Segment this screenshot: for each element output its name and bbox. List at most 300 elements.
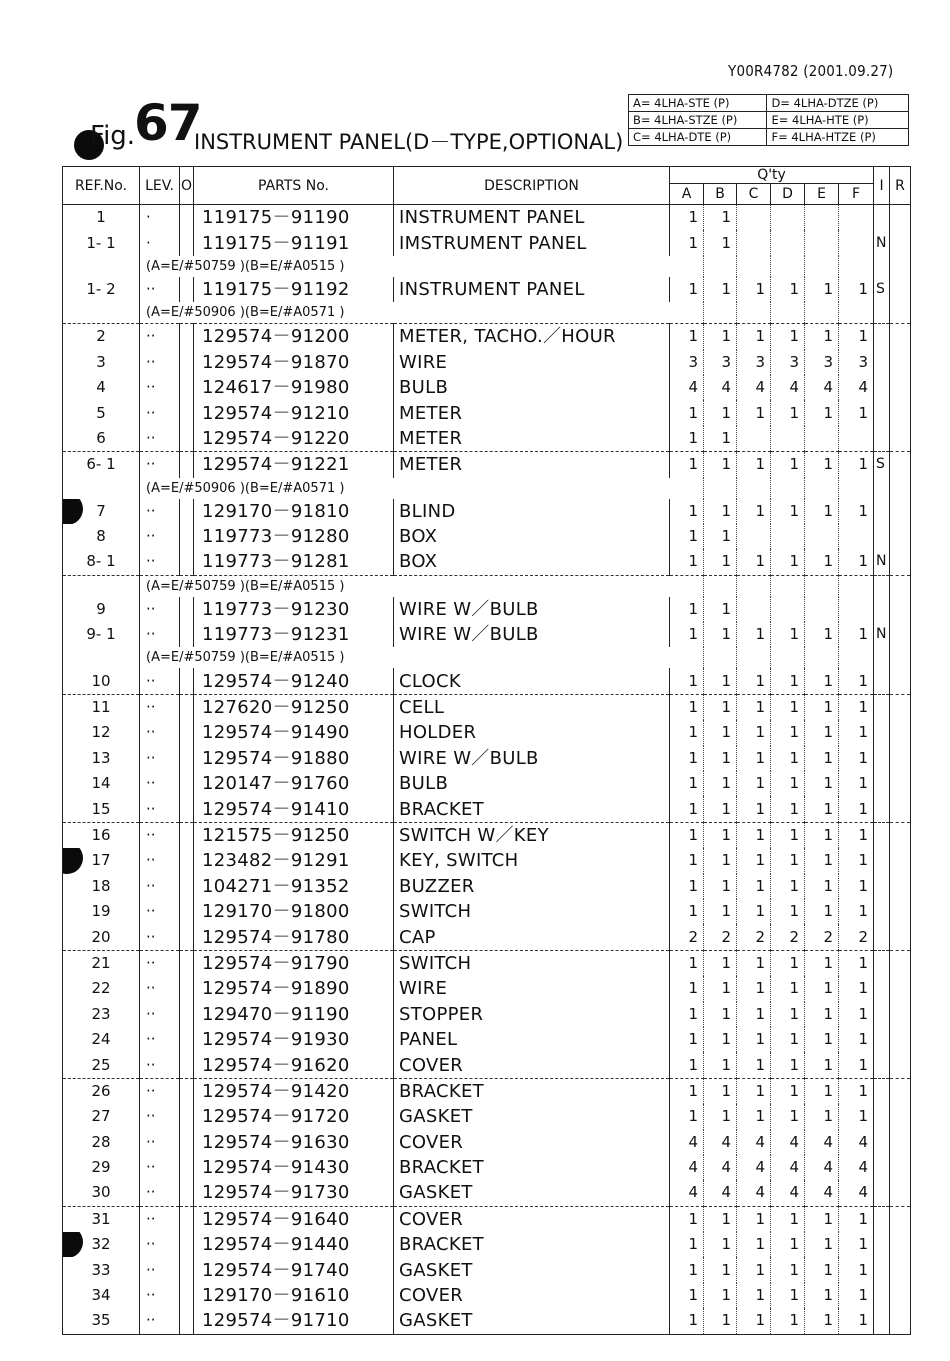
quantity-d: 1 [771, 1206, 805, 1232]
quantity-f: 1 [839, 668, 874, 694]
quantity-c: 1 [737, 694, 771, 720]
level-marker: ·· [140, 1052, 180, 1078]
quantity-e: 1 [805, 746, 839, 771]
r-flag [890, 499, 911, 524]
quantity-f: 1 [839, 1283, 874, 1308]
ref-number: 17 [63, 848, 140, 873]
table-row [63, 1155, 911, 1180]
ref-number: 3 [63, 350, 140, 375]
r-cell [890, 575, 911, 597]
o-cell [180, 822, 194, 848]
o-cell [180, 924, 194, 950]
quantity-b: 1 [704, 324, 737, 350]
quantity-d [771, 524, 805, 549]
table-row [63, 622, 911, 647]
quantity-f: 1 [839, 1206, 874, 1232]
quantity-b: 1 [704, 874, 737, 899]
quantity-b: 1 [704, 746, 737, 771]
part-description: BRACKET [394, 1078, 670, 1104]
quantity-c: 1 [737, 668, 771, 694]
quantity-c: 1 [737, 720, 771, 745]
qty-cell [704, 302, 737, 324]
level-marker: ·· [140, 848, 180, 873]
quantity-e: 1 [805, 1104, 839, 1129]
r-cell [890, 647, 911, 668]
quantity-a: 1 [670, 622, 704, 647]
legend-entry: F= 4LHA-HTZE (P) [767, 129, 909, 146]
header-level: LEV. [140, 167, 180, 205]
quantity-b: 3 [704, 350, 737, 375]
quantity-c: 1 [737, 1002, 771, 1027]
r-flag [890, 1002, 911, 1027]
quantity-b: 1 [704, 1283, 737, 1308]
r-flag [890, 452, 911, 478]
header-qty-b: B [704, 184, 737, 205]
r-flag [890, 426, 911, 452]
quantity-d: 1 [771, 668, 805, 694]
punch-hole-icon [63, 499, 84, 524]
quantity-c: 4 [737, 1130, 771, 1155]
quantity-f: 1 [839, 950, 874, 976]
ref-number: 1- 2 [63, 277, 140, 302]
header-qty-e: E [805, 184, 839, 205]
i-flag [874, 1078, 890, 1104]
quantity-a: 1 [670, 720, 704, 745]
quantity-f [839, 597, 874, 622]
quantity-d: 1 [771, 771, 805, 796]
quantity-d: 1 [771, 848, 805, 873]
quantity-a: 1 [670, 426, 704, 452]
header-parts-no: PARTS No. [194, 167, 394, 205]
qty-cell [670, 302, 704, 324]
qty-cell [737, 647, 771, 668]
quantity-f: 1 [839, 822, 874, 848]
serial-note: (A=E/#50759 )(B=E/#A0515 ) [146, 650, 345, 666]
ref-number: 33 [63, 1257, 140, 1282]
o-cell [180, 976, 194, 1001]
part-description: STOPPER [394, 1002, 670, 1027]
o-cell [180, 1104, 194, 1129]
document-id: Y00R4782 (2001.09.27) [728, 62, 894, 80]
level-marker: ·· [140, 694, 180, 720]
quantity-e: 4 [805, 1155, 839, 1180]
quantity-b: 1 [704, 694, 737, 720]
part-description: GASKET [394, 1257, 670, 1282]
o-cell [180, 1155, 194, 1180]
o-cell [180, 1308, 194, 1334]
part-number: 129574－91720 [194, 1104, 394, 1129]
quantity-e: 1 [805, 324, 839, 350]
quantity-d: 1 [771, 1052, 805, 1078]
r-flag [890, 1155, 911, 1180]
quantity-e: 3 [805, 350, 839, 375]
level-marker: ·· [140, 549, 180, 575]
part-number: 129574－91890 [194, 976, 394, 1001]
ref-cell [63, 302, 140, 324]
table-row [63, 1002, 911, 1027]
i-flag [874, 1283, 890, 1308]
quantity-b: 1 [704, 848, 737, 873]
ref-number: 26 [63, 1078, 140, 1104]
quantity-f: 4 [839, 1180, 874, 1206]
quantity-c: 1 [737, 499, 771, 524]
part-description: BOX [394, 524, 670, 549]
qty-cell [737, 256, 771, 277]
qty-cell [839, 302, 874, 324]
quantity-f: 4 [839, 375, 874, 400]
quantity-c: 1 [737, 1206, 771, 1232]
o-cell [180, 375, 194, 400]
quantity-f: 1 [839, 549, 874, 575]
quantity-e: 1 [805, 899, 839, 924]
o-cell [180, 720, 194, 745]
quantity-e: 1 [805, 976, 839, 1001]
level-marker: ·· [140, 324, 180, 350]
quantity-d: 1 [771, 1027, 805, 1052]
part-number: 129574－91200 [194, 324, 394, 350]
r-flag [890, 1283, 911, 1308]
part-number: 129574－91420 [194, 1078, 394, 1104]
quantity-e: 1 [805, 848, 839, 873]
quantity-d: 4 [771, 1155, 805, 1180]
quantity-b: 1 [704, 1002, 737, 1027]
quantity-a: 4 [670, 375, 704, 400]
quantity-f: 1 [839, 1027, 874, 1052]
quantity-f: 1 [839, 452, 874, 478]
level-marker: ·· [140, 1130, 180, 1155]
quantity-d: 4 [771, 375, 805, 400]
part-description: WIRE [394, 350, 670, 375]
r-flag [890, 694, 911, 720]
o-cell [180, 524, 194, 549]
quantity-e: 1 [805, 1027, 839, 1052]
level-marker: ·· [140, 668, 180, 694]
i-flag [874, 874, 890, 899]
quantity-d: 1 [771, 622, 805, 647]
quantity-e: 1 [805, 549, 839, 575]
level-marker: · [140, 230, 180, 255]
quantity-c: 1 [737, 1104, 771, 1129]
quantity-b: 1 [704, 796, 737, 822]
table-row [63, 1104, 911, 1129]
quantity-c: 1 [737, 950, 771, 976]
quantity-d: 3 [771, 350, 805, 375]
level-marker: ·· [140, 746, 180, 771]
table-row [63, 426, 911, 452]
quantity-a: 1 [670, 277, 704, 302]
quantity-e: 1 [805, 874, 839, 899]
table-row [63, 277, 911, 302]
quantity-f: 4 [839, 1130, 874, 1155]
figure-prefix: Fig. [90, 121, 136, 151]
quantity-e: 2 [805, 924, 839, 950]
level-marker: ·· [140, 822, 180, 848]
quantity-f: 4 [839, 1155, 874, 1180]
quantity-c: 1 [737, 771, 771, 796]
r-flag [890, 1027, 911, 1052]
quantity-c: 1 [737, 400, 771, 425]
figure-heading [74, 94, 634, 160]
serial-note: (A=E/#50759 )(B=E/#A0515 ) [146, 578, 345, 594]
table-row [63, 350, 911, 375]
table-row [63, 1308, 911, 1334]
r-flag [890, 746, 911, 771]
ref-number: 6 [63, 426, 140, 452]
quantity-e: 1 [805, 720, 839, 745]
qty-cell [805, 478, 839, 499]
ref-number: 1- 1 [63, 230, 140, 255]
o-cell [180, 771, 194, 796]
quantity-e: 1 [805, 668, 839, 694]
part-number: 119773－91231 [194, 622, 394, 647]
quantity-f [839, 205, 874, 231]
part-description: GASKET [394, 1308, 670, 1334]
quantity-d: 1 [771, 746, 805, 771]
quantity-e: 1 [805, 622, 839, 647]
qty-cell [839, 575, 874, 597]
part-number: 129574－91220 [194, 426, 394, 452]
quantity-f: 1 [839, 1104, 874, 1129]
quantity-f: 3 [839, 350, 874, 375]
part-number: 129574－91620 [194, 1052, 394, 1078]
header-qty-a: A [670, 184, 704, 205]
part-number: 129574－91221 [194, 452, 394, 478]
ref-number: 23 [63, 1002, 140, 1027]
quantity-d: 1 [771, 400, 805, 425]
quantity-a: 1 [670, 1308, 704, 1334]
level-marker: ·· [140, 277, 180, 302]
quantity-d: 2 [771, 924, 805, 950]
table-row [63, 1130, 911, 1155]
quantity-a: 1 [670, 694, 704, 720]
o-cell [180, 622, 194, 647]
i-flag [874, 1308, 890, 1334]
part-number: 129170－91800 [194, 899, 394, 924]
quantity-e [805, 426, 839, 452]
quantity-d: 4 [771, 1130, 805, 1155]
part-description: WIRE W／BULB [394, 746, 670, 771]
quantity-b: 1 [704, 822, 737, 848]
header-ref-no: REF.No. [63, 167, 140, 205]
i-flag [874, 668, 890, 694]
part-description: BLIND [394, 499, 670, 524]
quantity-d: 1 [771, 1232, 805, 1257]
quantity-c: 1 [737, 874, 771, 899]
part-number: 129170－91610 [194, 1283, 394, 1308]
part-number: 129574－91930 [194, 1027, 394, 1052]
quantity-d [771, 205, 805, 231]
quantity-f [839, 230, 874, 255]
part-description: METER, TACHO.／HOUR [394, 324, 670, 350]
o-cell [180, 350, 194, 375]
header-description: DESCRIPTION [394, 167, 670, 205]
qty-cell [670, 256, 704, 277]
table-row [63, 1206, 911, 1232]
ref-number: 13 [63, 746, 140, 771]
quantity-d: 1 [771, 499, 805, 524]
r-flag [890, 771, 911, 796]
quantity-d: 1 [771, 1257, 805, 1282]
part-description: KEY, SWITCH [394, 848, 670, 873]
serial-note: (A=E/#50906 )(B=E/#A0571 ) [146, 480, 345, 496]
table-row [63, 899, 911, 924]
o-cell [180, 1078, 194, 1104]
ref-number: 29 [63, 1155, 140, 1180]
ref-number: 4 [63, 375, 140, 400]
qty-cell [737, 478, 771, 499]
table-row [63, 1232, 911, 1257]
quantity-c: 1 [737, 1078, 771, 1104]
level-marker: ·· [140, 1232, 180, 1257]
r-flag [890, 400, 911, 425]
quantity-c: 4 [737, 1155, 771, 1180]
quantity-e [805, 597, 839, 622]
quantity-b: 1 [704, 452, 737, 478]
i-flag [874, 597, 890, 622]
quantity-f: 1 [839, 796, 874, 822]
quantity-b: 1 [704, 426, 737, 452]
ref-number: 5 [63, 400, 140, 425]
quantity-a: 4 [670, 1130, 704, 1155]
quantity-f: 1 [839, 622, 874, 647]
table-row [63, 848, 911, 873]
quantity-a: 1 [670, 848, 704, 873]
table-row [63, 924, 911, 950]
quantity-f: 1 [839, 1002, 874, 1027]
qty-cell [670, 478, 704, 499]
ref-number: 19 [63, 899, 140, 924]
quantity-c: 1 [737, 1283, 771, 1308]
header-i: I [874, 167, 890, 205]
quantity-a: 1 [670, 1002, 704, 1027]
part-number: 129574－91730 [194, 1180, 394, 1206]
o-cell [180, 277, 194, 302]
part-number: 129574－91430 [194, 1155, 394, 1180]
quantity-a: 1 [670, 899, 704, 924]
o-cell [180, 1002, 194, 1027]
quantity-a: 1 [670, 205, 704, 231]
legend-entry: C= 4LHA-DTE (P) [629, 129, 767, 146]
o-cell [180, 1180, 194, 1206]
quantity-d: 1 [771, 874, 805, 899]
r-flag [890, 597, 911, 622]
quantity-d: 1 [771, 694, 805, 720]
level-marker: ·· [140, 950, 180, 976]
part-number: 129470－91190 [194, 1002, 394, 1027]
quantity-b: 2 [704, 924, 737, 950]
level-marker: ·· [140, 597, 180, 622]
header-qty-d: D [771, 184, 805, 205]
quantity-a: 1 [670, 499, 704, 524]
r-flag [890, 324, 911, 350]
i-cell [874, 256, 890, 277]
r-flag [890, 350, 911, 375]
table-row [63, 452, 911, 478]
quantity-c: 1 [737, 1052, 771, 1078]
quantity-e [805, 205, 839, 231]
part-number: 129574－91740 [194, 1257, 394, 1282]
quantity-b: 1 [704, 720, 737, 745]
quantity-b: 1 [704, 499, 737, 524]
qty-cell [704, 647, 737, 668]
quantity-c: 1 [737, 452, 771, 478]
quantity-c: 4 [737, 1180, 771, 1206]
r-flag [890, 720, 911, 745]
quantity-f: 1 [839, 1232, 874, 1257]
quantity-a: 1 [670, 524, 704, 549]
ref-number: 1 [63, 205, 140, 231]
i-flag: S [874, 277, 890, 302]
part-description: CAP [394, 924, 670, 950]
table-row [63, 1257, 911, 1282]
i-flag [874, 1232, 890, 1257]
part-description: COVER [394, 1206, 670, 1232]
quantity-c [737, 230, 771, 255]
quantity-b: 4 [704, 1180, 737, 1206]
r-flag [890, 874, 911, 899]
serial-note: (A=E/#50759 )(B=E/#A0515 ) [146, 258, 345, 274]
table-row [63, 746, 911, 771]
level-marker: ·· [140, 622, 180, 647]
level-marker: ·· [140, 874, 180, 899]
quantity-e: 4 [805, 1130, 839, 1155]
o-cell [180, 230, 194, 255]
ref-number: 35 [63, 1308, 140, 1334]
part-number: 121575－91250 [194, 822, 394, 848]
quantity-e: 1 [805, 1002, 839, 1027]
part-number: 129574－91640 [194, 1206, 394, 1232]
quantity-a: 1 [670, 452, 704, 478]
part-description: BULB [394, 375, 670, 400]
part-description: IMSTRUMENT PANEL [394, 230, 670, 255]
quantity-e: 1 [805, 499, 839, 524]
level-marker: ·· [140, 1283, 180, 1308]
quantity-b: 1 [704, 1206, 737, 1232]
quantity-e: 1 [805, 277, 839, 302]
i-flag [874, 375, 890, 400]
punch-hole-icon [63, 848, 84, 873]
r-flag [890, 230, 911, 255]
parts-table [62, 166, 911, 1335]
quantity-b: 1 [704, 622, 737, 647]
part-description: WIRE W／BULB [394, 597, 670, 622]
r-flag [890, 848, 911, 873]
quantity-b: 1 [704, 1078, 737, 1104]
ref-number: 18 [63, 874, 140, 899]
table-row [63, 549, 911, 575]
o-cell [180, 694, 194, 720]
quantity-b: 1 [704, 1104, 737, 1129]
quantity-d [771, 230, 805, 255]
quantity-d: 1 [771, 899, 805, 924]
ref-number: 34 [63, 1283, 140, 1308]
quantity-e: 1 [805, 452, 839, 478]
part-number: 129574－91710 [194, 1308, 394, 1334]
quantity-d: 1 [771, 822, 805, 848]
qty-cell [839, 256, 874, 277]
i-flag [874, 899, 890, 924]
quantity-e: 1 [805, 1232, 839, 1257]
o-cell [180, 324, 194, 350]
part-description: METER [394, 426, 670, 452]
header-r: R [890, 167, 911, 205]
quantity-c [737, 426, 771, 452]
quantity-e: 1 [805, 1052, 839, 1078]
quantity-a: 1 [670, 1027, 704, 1052]
quantity-d: 1 [771, 277, 805, 302]
level-marker: ·· [140, 1308, 180, 1334]
serial-note-row [63, 575, 911, 597]
